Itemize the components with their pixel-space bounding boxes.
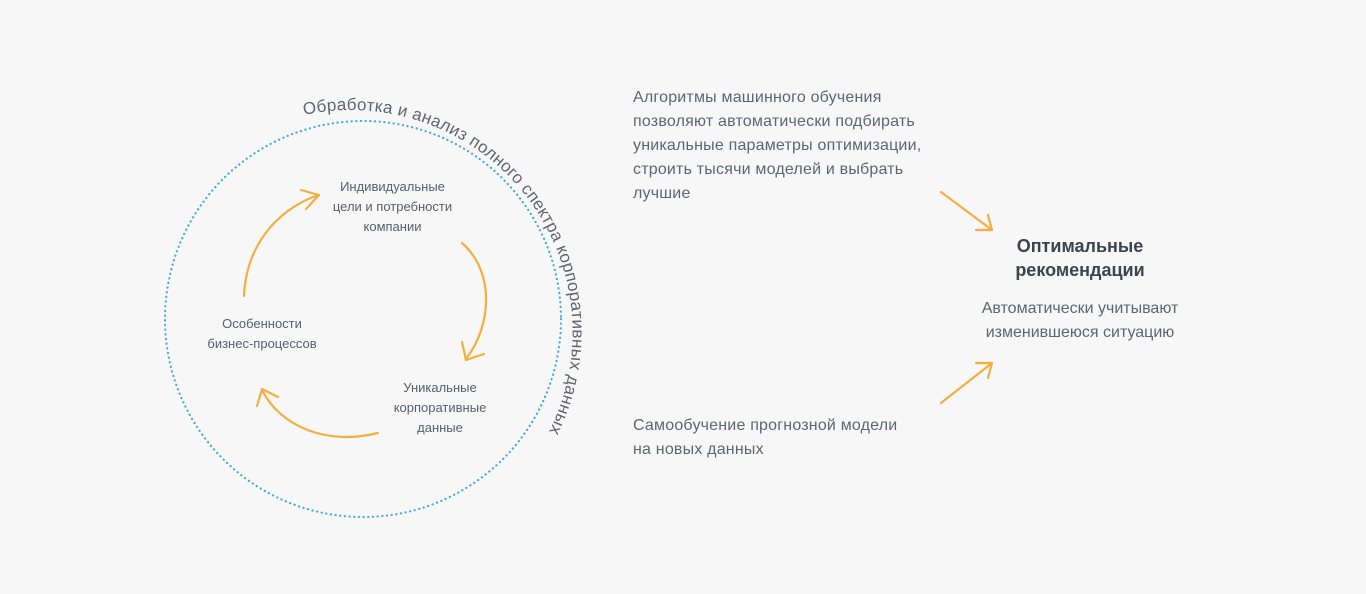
- circle-caption: Обработка и анализ полного спектра корпоративных данных: [301, 95, 588, 439]
- result-subtitle: Автоматически учитывают изменившеюся ситуацию: [981, 300, 1179, 341]
- result-title: Оптимальные рекомендации: [1015, 236, 1145, 280]
- node-goals: Индивидуальные цели и потребности компании: [332, 179, 453, 234]
- arrow-self-learning-to-result: [941, 363, 992, 403]
- cycle-arrow-goals-to-data: [462, 243, 486, 359]
- cycle-arrow-head-goals: [301, 190, 319, 209]
- cycle-arrow-head-data: [462, 342, 484, 360]
- node-unique-data: Уникальные корпоративные данные: [393, 380, 487, 435]
- node-processes: Особенности бизнес-процессов: [207, 316, 317, 351]
- self-learning-text: Самообучение прогнозной модели на новых данных: [633, 417, 898, 458]
- cycle-arrow-data-to-processes: [262, 390, 378, 437]
- ml-algorithms-text: Алгоритмы машинного обучения позволяют автоматически подбирать уникальные параметры оптимизации, строить тысячи моделей и выбрать лучшие: [633, 89, 922, 202]
- cycle-arrow-processes-to-goals: [244, 195, 318, 296]
